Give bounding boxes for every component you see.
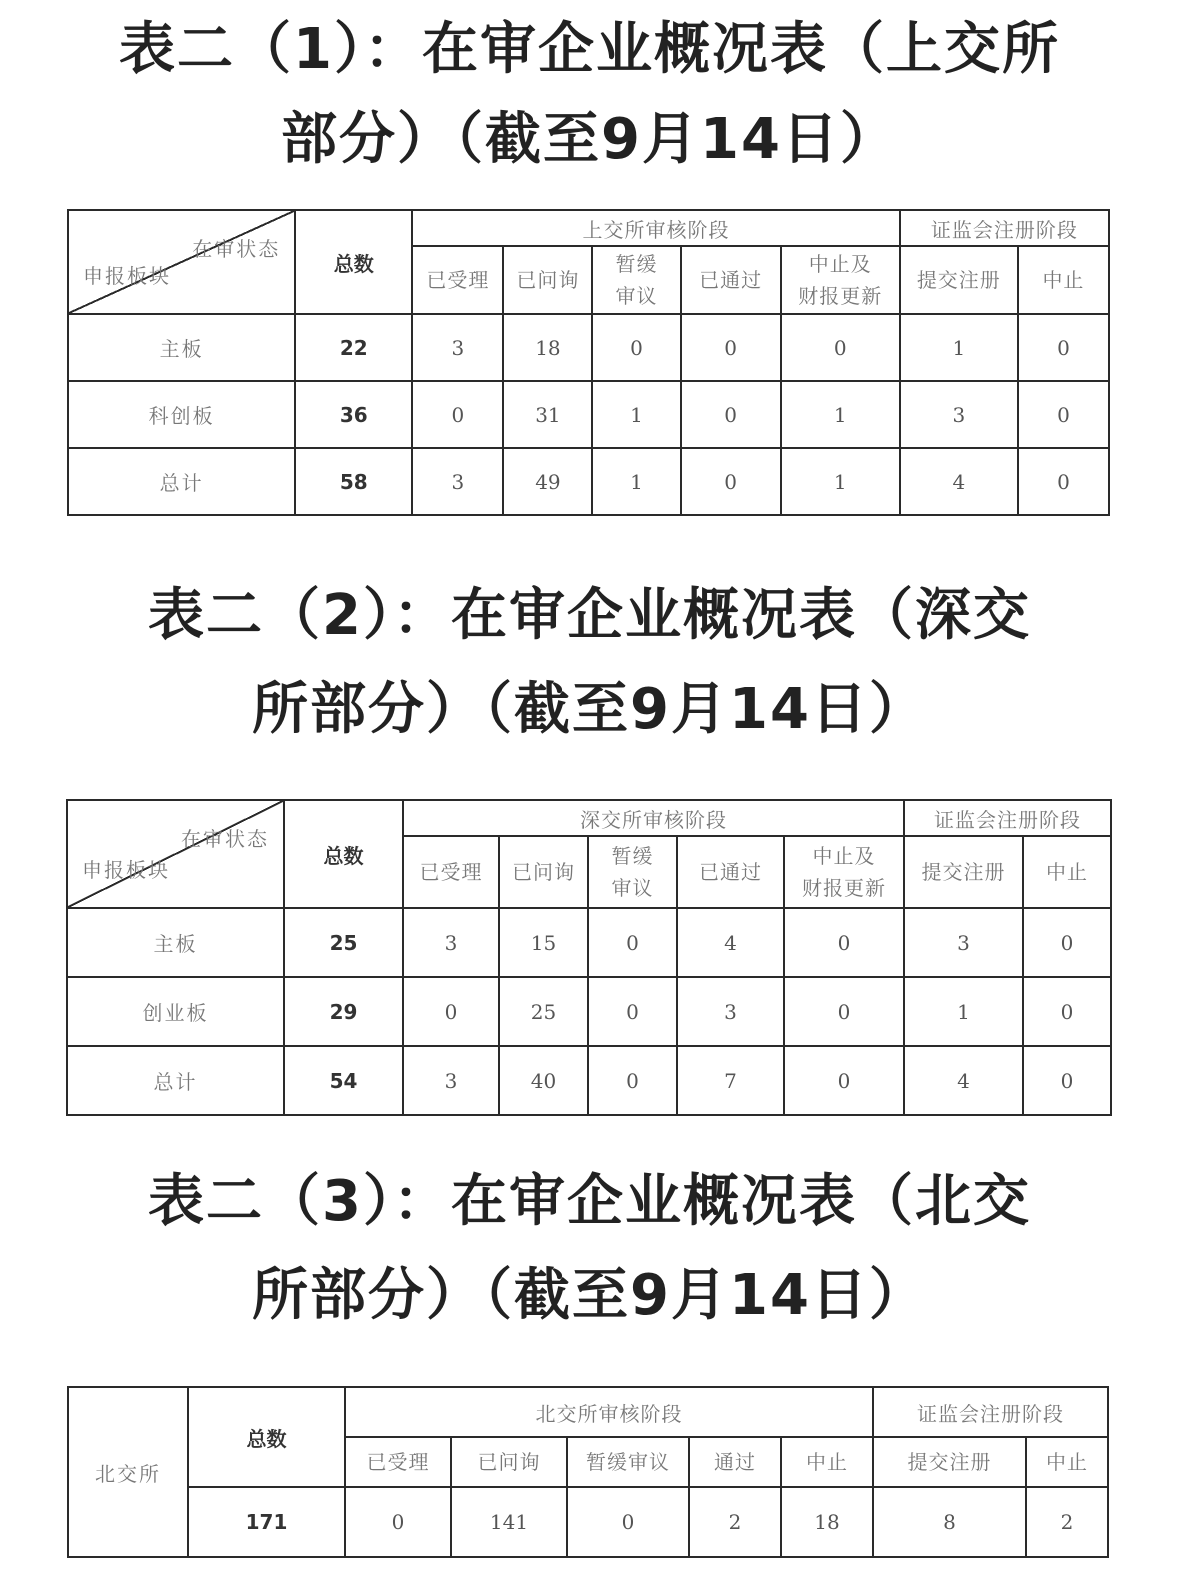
total-cell: 29 (284, 977, 403, 1046)
value-cell: 1 (781, 381, 900, 448)
total-cell: 22 (295, 314, 412, 381)
corner-cell (67, 800, 284, 908)
value-cell: 0 (681, 381, 781, 448)
section-3-table (67, 1386, 1109, 1558)
value-cell: 15 (499, 908, 588, 977)
table-body (67, 908, 1111, 1115)
value-cell: 2 (689, 1487, 781, 1557)
value-cell: 3 (677, 977, 784, 1046)
value-cell: 0 (1023, 977, 1111, 1046)
section-2-table (66, 799, 1112, 1116)
value-cell: 3 (412, 314, 503, 381)
corner-board-label: 申报板块 (83, 264, 171, 288)
section-1-table (67, 209, 1110, 516)
corner-status-label: 在审状态 (181, 827, 269, 851)
corner-status-label: 在审状态 (192, 237, 281, 261)
total-header: 总数 (295, 210, 412, 314)
column-header: 已问询 (451, 1437, 567, 1487)
table-row (68, 448, 1109, 515)
exchange-stage-header: 北交所审核阶段 (345, 1387, 873, 1437)
value-cell: 3 (904, 908, 1023, 977)
row-label: 主板 (68, 314, 295, 381)
total-cell: 25 (284, 908, 403, 977)
section-2-title (0, 580, 1179, 746)
value-cell: 0 (588, 908, 677, 977)
row-label: 总计 (67, 1046, 284, 1115)
total-cell: 54 (284, 1046, 403, 1115)
value-cell: 8 (873, 1487, 1026, 1557)
column-header: 已通过 (681, 246, 781, 314)
column-header: 中止 (1018, 246, 1109, 314)
section-1-title-line-1: 表二（1）：在审企业概况表（上交所 (119, 17, 1060, 82)
value-cell: 3 (900, 381, 1018, 448)
column-header: 中止 (1023, 836, 1111, 908)
value-cell: 25 (499, 977, 588, 1046)
column-header: 暂缓 审议 (592, 246, 680, 314)
column-header: 中止 (781, 1437, 873, 1487)
section-2-title-line-1: 表二（2）：在审企业概况表（深交 (148, 583, 1031, 648)
row-label: 科创板 (68, 381, 295, 448)
row-label: 总计 (68, 448, 295, 515)
value-cell: 3 (403, 1046, 499, 1115)
total-header: 总数 (284, 800, 403, 908)
column-header: 已受理 (412, 246, 503, 314)
value-cell: 3 (403, 908, 499, 977)
exchange-stage-header: 上交所审核阶段 (412, 210, 899, 246)
column-header: 中止及 财报更新 (781, 246, 900, 314)
value-cell: 0 (403, 977, 499, 1046)
value-cell: 3 (412, 448, 503, 515)
value-cell: 2 (1026, 1487, 1108, 1557)
value-cell: 141 (451, 1487, 567, 1557)
column-header: 中止及 财报更新 (784, 836, 904, 908)
value-cell: 0 (1018, 448, 1109, 515)
total-cell: 171 (188, 1487, 345, 1557)
value-cell: 18 (781, 1487, 873, 1557)
value-cell: 0 (1018, 314, 1109, 381)
value-cell: 1 (592, 448, 680, 515)
table-row (67, 977, 1111, 1046)
section-1-title-line-2: 部分）（截至9月14日） (281, 107, 898, 172)
column-header: 提交注册 (900, 246, 1018, 314)
table-row (68, 381, 1109, 448)
csrc-stage-header: 证监会注册阶段 (873, 1387, 1108, 1437)
column-header: 已受理 (403, 836, 499, 908)
value-cell: 0 (784, 977, 904, 1046)
value-cell: 31 (503, 381, 592, 448)
column-header: 已受理 (345, 1437, 451, 1487)
column-header: 已通过 (677, 836, 784, 908)
row-label: 主板 (67, 908, 284, 977)
column-header: 中止 (1026, 1437, 1108, 1487)
value-cell: 49 (503, 448, 592, 515)
table-row (68, 314, 1109, 381)
section-3-title-line-2: 所部分）（截至9月14日） (252, 1263, 927, 1328)
column-header: 通过 (689, 1437, 781, 1487)
csrc-stage-header: 证监会注册阶段 (900, 210, 1109, 246)
column-header: 提交注册 (873, 1437, 1026, 1487)
total-cell: 58 (295, 448, 412, 515)
value-cell: 18 (503, 314, 592, 381)
value-cell: 4 (904, 1046, 1023, 1115)
total-cell: 36 (295, 381, 412, 448)
table-body (68, 314, 1109, 515)
value-cell: 4 (900, 448, 1018, 515)
value-cell: 0 (588, 977, 677, 1046)
column-header: 已问询 (503, 246, 592, 314)
corner-board-label: 申报板块 (82, 858, 170, 882)
value-cell: 1 (904, 977, 1023, 1046)
section-3-title-line-1: 表二（3）：在审企业概况表（北交 (148, 1169, 1031, 1234)
value-cell: 0 (592, 314, 680, 381)
value-cell: 0 (567, 1487, 689, 1557)
value-cell: 7 (677, 1046, 784, 1115)
value-cell: 40 (499, 1046, 588, 1115)
column-header: 暂缓 审议 (588, 836, 677, 908)
section-2-title-line-2: 所部分）（截至9月14日） (252, 677, 927, 742)
value-cell: 0 (784, 1046, 904, 1115)
value-cell: 1 (592, 381, 680, 448)
value-cell: 0 (412, 381, 503, 448)
value-cell: 4 (677, 908, 784, 977)
section-3-title (0, 1166, 1179, 1332)
column-header: 提交注册 (904, 836, 1023, 908)
exchange-stage-header: 深交所审核阶段 (403, 800, 904, 836)
value-cell: 0 (1023, 908, 1111, 977)
table-row (68, 1487, 1108, 1557)
csrc-stage-header: 证监会注册阶段 (904, 800, 1111, 836)
value-cell: 0 (681, 448, 781, 515)
value-cell: 0 (1023, 1046, 1111, 1115)
bse-row-label: 北交所 (68, 1387, 188, 1557)
total-header: 总数 (188, 1387, 345, 1487)
corner-cell (68, 210, 295, 314)
column-header: 已问询 (499, 836, 588, 908)
value-cell: 0 (781, 314, 900, 381)
value-cell: 0 (588, 1046, 677, 1115)
value-cell: 1 (900, 314, 1018, 381)
value-cell: 0 (681, 314, 781, 381)
row-label: 创业板 (67, 977, 284, 1046)
value-cell: 1 (781, 448, 900, 515)
column-header: 暂缓审议 (567, 1437, 689, 1487)
value-cell: 0 (345, 1487, 451, 1557)
table-row (67, 1046, 1111, 1115)
value-cell: 0 (1018, 381, 1109, 448)
value-cell: 0 (784, 908, 904, 977)
table-row (67, 908, 1111, 977)
section-1-title (0, 14, 1179, 176)
